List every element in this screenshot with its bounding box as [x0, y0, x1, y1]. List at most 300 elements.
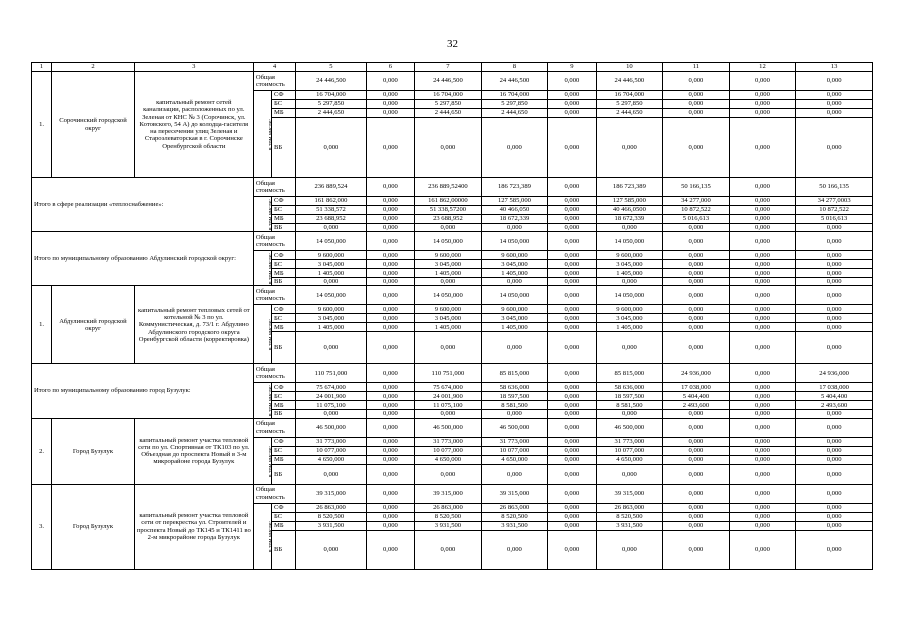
value-cell: 0,000 — [596, 410, 663, 418]
value-cell: 0,000 — [729, 91, 796, 100]
value-cell: 0,000 — [729, 437, 796, 446]
value-cell: 0,000 — [663, 278, 730, 286]
value-cell: 58 636,000 — [596, 383, 663, 392]
value-cell: 0,000 — [796, 251, 873, 260]
value-cell: 24 446,500 — [481, 72, 548, 91]
in-that-number-label — [253, 503, 274, 569]
value-cell: 0,000 — [663, 446, 730, 455]
funding-source-key: ВБ — [271, 464, 295, 484]
col-header: 3 — [134, 63, 253, 72]
value-cell: 0,000 — [366, 512, 414, 521]
value-cell: 26 863,000 — [596, 503, 663, 512]
total-row — [32, 232, 873, 251]
value-cell: 0,000 — [548, 392, 596, 401]
total-label: Итого по муниципальному образованию город Бузулук: — [32, 364, 254, 418]
value-cell: 0,000 — [548, 437, 596, 446]
value-cell: 0,000 — [366, 251, 414, 260]
value-cell: 0,000 — [366, 178, 414, 197]
funding-source-key: МБ — [271, 455, 295, 464]
value-cell: 0,000 — [415, 118, 482, 178]
value-cell: 24 446,500 — [596, 72, 663, 91]
value-cell: 0,000 — [663, 464, 730, 484]
value-cell: 0,000 — [548, 512, 596, 521]
value-cell: 24 001,900 — [415, 392, 482, 401]
value-cell: 0,000 — [796, 118, 873, 178]
value-cell: 2 444,650 — [481, 109, 548, 118]
in-that-number-label — [253, 305, 274, 364]
value-cell: 1 405,000 — [415, 269, 482, 278]
value-cell: 1 405,000 — [481, 269, 548, 278]
value-cell: 14 050,000 — [296, 232, 367, 251]
value-cell: 3 045,000 — [415, 314, 482, 323]
value-cell: 9 600,000 — [596, 251, 663, 260]
funding-source-key: СФ — [271, 251, 295, 260]
project-row — [32, 72, 873, 91]
value-cell: 0,000 — [596, 224, 663, 232]
value-cell: 3 931,500 — [481, 521, 548, 530]
value-cell: 8 520,500 — [296, 512, 367, 521]
value-cell: 18 597,500 — [481, 392, 548, 401]
value-cell: 0,000 — [729, 392, 796, 401]
value-cell: 18 597,500 — [596, 392, 663, 401]
value-cell: 10 872,522 — [796, 206, 873, 215]
value-cell: 14 050,000 — [415, 286, 482, 305]
value-cell: 0,000 — [366, 91, 414, 100]
value-cell: 1 405,000 — [481, 323, 548, 332]
value-cell: 0,000 — [296, 118, 367, 178]
value-cell: 1 405,000 — [296, 269, 367, 278]
value-cell: 0,000 — [481, 530, 548, 569]
value-cell: 0,000 — [663, 437, 730, 446]
value-cell: 0,000 — [366, 314, 414, 323]
value-cell: 0,000 — [366, 484, 414, 503]
col-header: 2 — [52, 63, 135, 72]
column-header-row — [32, 63, 873, 72]
value-cell: 24 936,000 — [663, 364, 730, 383]
project-number: 2. — [32, 418, 52, 484]
value-cell: 0,000 — [729, 232, 796, 251]
value-cell: 3 931,500 — [296, 521, 367, 530]
value-cell: 236 889,52400 — [415, 178, 482, 197]
value-cell: 0,000 — [366, 286, 414, 305]
value-cell: 0,000 — [663, 109, 730, 118]
value-cell: 18 672,339 — [596, 215, 663, 224]
value-cell: 0,000 — [796, 332, 873, 364]
value-cell: 0,000 — [548, 118, 596, 178]
in-that-number-text: в том числе: — [267, 253, 274, 285]
value-cell: 0,000 — [729, 314, 796, 323]
funding-source-key: МБ — [271, 109, 295, 118]
total-row — [32, 364, 873, 383]
value-cell: 0,000 — [729, 269, 796, 278]
value-cell: 8 520,500 — [415, 512, 482, 521]
value-cell: 3 045,000 — [596, 314, 663, 323]
value-cell: 0,000 — [663, 224, 730, 232]
in-that-number-label — [253, 251, 274, 286]
general-cost-label: Общая стоимость — [253, 72, 295, 91]
value-cell: 0,000 — [796, 314, 873, 323]
value-cell: 0,000 — [296, 530, 367, 569]
value-cell: 0,000 — [366, 503, 414, 512]
value-cell: 0,000 — [366, 464, 414, 484]
funding-source-key: ВБ — [271, 278, 295, 286]
page-number: 32 — [447, 38, 458, 50]
in-that-number-text: в том числе: — [267, 118, 274, 151]
value-cell: 8 520,500 — [481, 512, 548, 521]
value-cell: 0,000 — [729, 286, 796, 305]
value-cell: 0,000 — [548, 464, 596, 484]
col-header: 1 — [32, 63, 52, 72]
value-cell: 5 297,850 — [481, 100, 548, 109]
project-row — [32, 286, 873, 305]
value-cell: 0,000 — [729, 512, 796, 521]
value-cell: 0,000 — [366, 392, 414, 401]
value-cell: 40 466,0500 — [596, 206, 663, 215]
value-cell: 0,000 — [366, 305, 414, 314]
value-cell: 11 075,100 — [296, 401, 367, 410]
value-cell: 51 338,57200 — [415, 206, 482, 215]
in-that-number-label — [253, 197, 274, 232]
value-cell: 34 277,000 — [663, 197, 730, 206]
value-cell: 0,000 — [796, 418, 873, 437]
value-cell: 0,000 — [548, 484, 596, 503]
value-cell: 0,000 — [596, 332, 663, 364]
value-cell: 0,000 — [481, 118, 548, 178]
value-cell: 0,000 — [296, 224, 367, 232]
value-cell: 16 704,000 — [596, 91, 663, 100]
value-cell: 0,000 — [366, 118, 414, 178]
funding-source-key: СФ — [271, 383, 295, 392]
value-cell: 9 600,000 — [481, 251, 548, 260]
value-cell: 0,000 — [729, 418, 796, 437]
value-cell: 24 936,000 — [796, 364, 873, 383]
value-cell: 46 500,000 — [415, 418, 482, 437]
value-cell: 0,000 — [663, 323, 730, 332]
value-cell: 0,000 — [548, 91, 596, 100]
value-cell: 0,000 — [729, 206, 796, 215]
value-cell: 0,000 — [796, 464, 873, 484]
funding-source-key: ВБ — [271, 332, 295, 364]
value-cell: 50 166,135 — [663, 178, 730, 197]
value-cell: 127 585,000 — [596, 197, 663, 206]
value-cell: 127 585,000 — [481, 197, 548, 206]
value-cell: 0,000 — [548, 418, 596, 437]
value-cell: 0,000 — [366, 232, 414, 251]
value-cell: 0,000 — [548, 314, 596, 323]
value-cell: 0,000 — [366, 215, 414, 224]
value-cell: 0,000 — [548, 383, 596, 392]
general-cost-label: Общая стоимость — [253, 364, 295, 383]
col-header: 11 — [663, 63, 730, 72]
value-cell: 4 650,000 — [415, 455, 482, 464]
value-cell: 10 077,000 — [296, 446, 367, 455]
value-cell: 0,000 — [548, 269, 596, 278]
value-cell: 0,000 — [796, 232, 873, 251]
value-cell: 3 045,000 — [415, 260, 482, 269]
value-cell: 0,000 — [548, 410, 596, 418]
value-cell: 8 520,500 — [596, 512, 663, 521]
value-cell: 0,000 — [366, 260, 414, 269]
value-cell: 0,000 — [663, 72, 730, 91]
value-cell: 14 050,000 — [596, 232, 663, 251]
value-cell: 26 863,000 — [296, 503, 367, 512]
value-cell: 0,000 — [663, 530, 730, 569]
funding-source-key: БС — [271, 314, 295, 323]
value-cell: 0,000 — [729, 464, 796, 484]
value-cell: 39 315,000 — [481, 484, 548, 503]
value-cell: 0,000 — [548, 401, 596, 410]
value-cell: 3 931,500 — [415, 521, 482, 530]
value-cell: 0,000 — [481, 224, 548, 232]
value-cell: 0,000 — [729, 503, 796, 512]
value-cell: 10 872,522 — [663, 206, 730, 215]
district-name: Город Бузулук — [52, 418, 135, 484]
value-cell: 0,000 — [796, 224, 873, 232]
value-cell: 0,000 — [296, 410, 367, 418]
value-cell: 0,000 — [481, 464, 548, 484]
value-cell: 0,000 — [366, 224, 414, 232]
value-cell: 0,000 — [796, 100, 873, 109]
value-cell: 0,000 — [366, 72, 414, 91]
value-cell: 4 650,000 — [596, 455, 663, 464]
value-cell: 0,000 — [663, 118, 730, 178]
value-cell: 5 297,850 — [296, 100, 367, 109]
value-cell: 0,000 — [548, 332, 596, 364]
value-cell: 11 075,100 — [415, 401, 482, 410]
value-cell: 0,000 — [548, 251, 596, 260]
col-header: 8 — [481, 63, 548, 72]
value-cell: 3 931,500 — [596, 521, 663, 530]
value-cell: 2 493,600 — [663, 401, 730, 410]
value-cell: 0,000 — [548, 521, 596, 530]
value-cell: 5 404,400 — [663, 392, 730, 401]
funding-table — [31, 62, 873, 570]
value-cell: 0,000 — [366, 206, 414, 215]
funding-source-key: БС — [271, 392, 295, 401]
funding-source-key: СФ — [271, 305, 295, 314]
value-cell: 0,000 — [729, 224, 796, 232]
value-cell: 0,000 — [663, 484, 730, 503]
funding-source-key: БС — [271, 100, 295, 109]
value-cell: 4 650,000 — [481, 455, 548, 464]
value-cell: 0,000 — [548, 215, 596, 224]
col-header: 12 — [729, 63, 796, 72]
value-cell: 0,000 — [415, 410, 482, 418]
value-cell: 17 038,000 — [796, 383, 873, 392]
value-cell: 0,000 — [729, 118, 796, 178]
value-cell: 236 889,524 — [296, 178, 367, 197]
value-cell: 5 404,400 — [796, 392, 873, 401]
value-cell: 9 600,000 — [296, 251, 367, 260]
value-cell: 0,000 — [729, 278, 796, 286]
value-cell: 0,000 — [796, 530, 873, 569]
value-cell: 0,000 — [729, 178, 796, 197]
district-name: Сорочинский городской округ — [52, 72, 135, 178]
value-cell: 1 405,000 — [415, 323, 482, 332]
funding-source-key: ВБ — [271, 224, 295, 232]
value-cell: 0,000 — [481, 410, 548, 418]
value-cell: 0,000 — [663, 100, 730, 109]
value-cell: 0,000 — [366, 197, 414, 206]
value-cell: 0,000 — [663, 232, 730, 251]
value-cell: 0,000 — [796, 455, 873, 464]
in-that-number-label — [253, 383, 274, 418]
value-cell: 4 650,000 — [296, 455, 367, 464]
value-cell: 0,000 — [548, 278, 596, 286]
general-cost-label: Общая стоимость — [253, 232, 295, 251]
value-cell: 0,000 — [796, 484, 873, 503]
col-header: 4 — [253, 63, 295, 72]
value-cell: 5 016,613 — [663, 215, 730, 224]
value-cell: 31 773,000 — [415, 437, 482, 446]
value-cell: 0,000 — [796, 72, 873, 91]
value-cell: 2 444,650 — [296, 109, 367, 118]
value-cell: 0,000 — [366, 364, 414, 383]
total-row — [32, 178, 873, 197]
value-cell: 24 446,500 — [415, 72, 482, 91]
value-cell: 0,000 — [548, 260, 596, 269]
in-that-number-text: в том числе: — [267, 445, 274, 477]
value-cell: 3 045,000 — [296, 314, 367, 323]
value-cell: 23 688,952 — [296, 215, 367, 224]
value-cell: 8 581,500 — [596, 401, 663, 410]
value-cell: 0,000 — [366, 418, 414, 437]
value-cell: 31 773,000 — [296, 437, 367, 446]
value-cell: 0,000 — [366, 437, 414, 446]
project-row — [32, 484, 873, 503]
value-cell: 0,000 — [729, 323, 796, 332]
value-cell: 0,000 — [729, 251, 796, 260]
in-that-number-text: в том числе: — [267, 520, 274, 553]
value-cell: 39 315,000 — [596, 484, 663, 503]
project-description: капитальный ремонт тепловых сетей от котельной № 3 по ул. Коммунистическая, д. 73/1 г. Абдулино Абдулинского городского округа Оренбургской области (корректировка) — [134, 286, 253, 364]
value-cell: 0,000 — [729, 260, 796, 269]
value-cell: 0,000 — [729, 521, 796, 530]
in-that-number-text: в том числе: — [267, 319, 274, 351]
value-cell: 0,000 — [548, 72, 596, 91]
value-cell: 39 315,000 — [415, 484, 482, 503]
project-description: капитальный ремонт участка тепловой сети по ул. Спортивная от ТК103 по ул. Объездная до проспекта Новый в 3-м микрорайоне города Бузулук — [134, 418, 253, 484]
value-cell: 0,000 — [366, 100, 414, 109]
total-label: Итого по муниципальному образованию Абдулинский городской округ: — [32, 232, 254, 286]
value-cell: 0,000 — [548, 305, 596, 314]
value-cell: 9 600,000 — [296, 305, 367, 314]
in-that-number-text: в том числе: — [267, 385, 274, 417]
project-row — [32, 418, 873, 437]
col-header: 7 — [415, 63, 482, 72]
value-cell: 0,000 — [729, 401, 796, 410]
value-cell: 161 862,00000 — [415, 197, 482, 206]
value-cell: 46 500,000 — [296, 418, 367, 437]
funding-source-key: МБ — [271, 401, 295, 410]
value-cell: 9 600,000 — [596, 305, 663, 314]
funding-source-key: БС — [271, 512, 295, 521]
general-cost-label: Общая стоимость — [253, 484, 295, 503]
value-cell: 0,000 — [663, 332, 730, 364]
general-cost-label: Общая стоимость — [253, 418, 295, 437]
value-cell: 0,000 — [596, 118, 663, 178]
funding-source-key: БС — [271, 446, 295, 455]
project-number: 3. — [32, 484, 52, 569]
funding-source-key: МБ — [271, 521, 295, 530]
value-cell: 186 723,389 — [481, 178, 548, 197]
value-cell: 0,000 — [415, 224, 482, 232]
value-cell: 0,000 — [729, 305, 796, 314]
value-cell: 1 405,000 — [596, 269, 663, 278]
value-cell: 5 297,850 — [596, 100, 663, 109]
value-cell: 75 674,000 — [415, 383, 482, 392]
value-cell: 85 815,000 — [481, 364, 548, 383]
value-cell: 0,000 — [663, 269, 730, 278]
col-header: 5 — [296, 63, 367, 72]
project-number: 1. — [32, 286, 52, 364]
value-cell: 0,000 — [366, 278, 414, 286]
value-cell: 0,000 — [796, 109, 873, 118]
value-cell: 0,000 — [663, 455, 730, 464]
funding-source-key: СФ — [271, 197, 295, 206]
value-cell: 0,000 — [663, 305, 730, 314]
funding-source-key: БС — [271, 206, 295, 215]
value-cell: 16 704,000 — [481, 91, 548, 100]
col-header: 13 — [796, 63, 873, 72]
value-cell: 8 581,500 — [481, 401, 548, 410]
value-cell: 0,000 — [548, 206, 596, 215]
value-cell: 16 704,000 — [415, 91, 482, 100]
value-cell: 0,000 — [366, 323, 414, 332]
col-header: 9 — [548, 63, 596, 72]
value-cell: 0,000 — [663, 410, 730, 418]
value-cell: 0,000 — [481, 278, 548, 286]
value-cell: 5 016,613 — [796, 215, 873, 224]
value-cell: 0,000 — [729, 100, 796, 109]
funding-source-key: МБ — [271, 323, 295, 332]
value-cell: 0,000 — [366, 410, 414, 418]
project-description: капитальный ремонт участка тепловой сети от перекрестка ул. Строителей и проспекта Новый до ТК145 и ТК1411 во 2-м микрорайоне города Бузулук — [134, 484, 253, 569]
value-cell: 0,000 — [366, 401, 414, 410]
value-cell: 3 045,000 — [296, 260, 367, 269]
value-cell: 0,000 — [663, 286, 730, 305]
value-cell: 0,000 — [366, 530, 414, 569]
value-cell: 0,000 — [548, 323, 596, 332]
funding-source-key: БС — [271, 260, 295, 269]
funding-source-key: ВБ — [271, 410, 295, 418]
value-cell: 75 674,000 — [296, 383, 367, 392]
value-cell: 26 863,000 — [481, 503, 548, 512]
value-cell: 0,000 — [548, 109, 596, 118]
total-label: Итого в сфере реализации «теплоснабжение»: — [32, 178, 254, 232]
value-cell: 0,000 — [729, 484, 796, 503]
value-cell: 3 045,000 — [481, 314, 548, 323]
value-cell: 0,000 — [415, 278, 482, 286]
value-cell: 51 338,572 — [296, 206, 367, 215]
value-cell: 39 315,000 — [296, 484, 367, 503]
value-cell: 161 862,000 — [296, 197, 367, 206]
value-cell: 0,000 — [366, 332, 414, 364]
value-cell: 186 723,389 — [596, 178, 663, 197]
value-cell: 0,000 — [548, 446, 596, 455]
value-cell: 9 600,000 — [415, 305, 482, 314]
project-description: капитальный ремонт сетей канализации, расположенных по ул. Зеленая от КНС № 3 (Сорочинск, ул. Котовского, 54 А) до колодца-гасителя на пересечении улиц Зеленая и Староэлеваторская в г. Сорочинске Оренбургской области — [134, 72, 253, 178]
value-cell: 0,000 — [596, 464, 663, 484]
value-cell: 0,000 — [796, 503, 873, 512]
value-cell: 31 773,000 — [481, 437, 548, 446]
value-cell: 0,000 — [548, 455, 596, 464]
value-cell: 0,000 — [548, 364, 596, 383]
value-cell: 0,000 — [796, 305, 873, 314]
value-cell: 0,000 — [366, 383, 414, 392]
value-cell: 0,000 — [663, 512, 730, 521]
value-cell: 0,000 — [548, 530, 596, 569]
